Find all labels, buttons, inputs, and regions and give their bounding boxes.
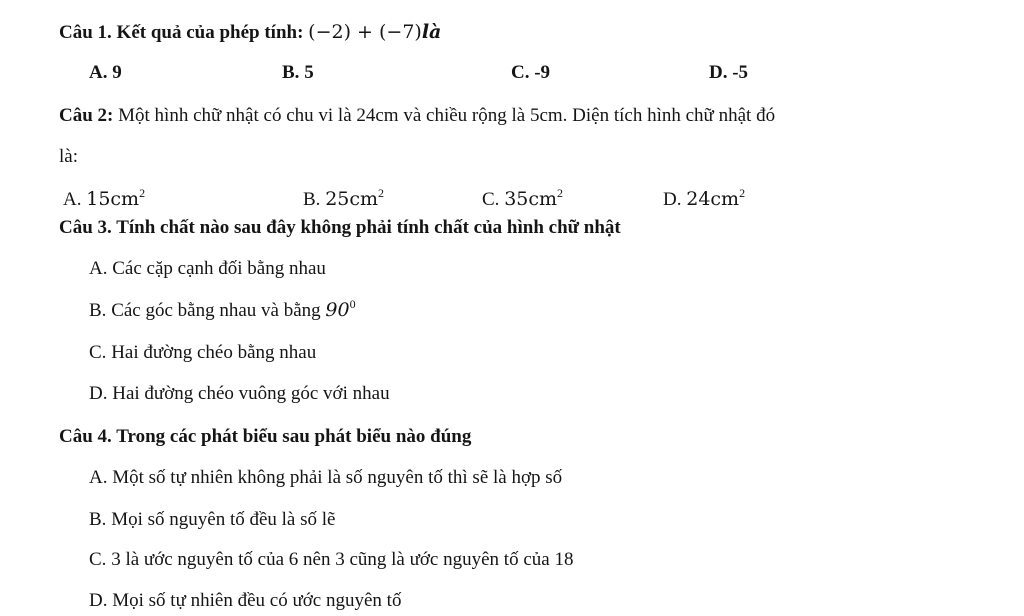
question-1-option-b: B. 5 [282, 62, 314, 83]
question-2-option-c: C. $35cm^2$ [482, 186, 564, 210]
question-3-option-d: D. Hai đường chéo vuông góc với nhau [89, 383, 390, 404]
question-1-suffix: là [421, 21, 442, 43]
question-3-option-b: B. Các góc bằng nhau và bằng $90^0$ [89, 297, 356, 321]
question-2-option-b: B. $25cm^2$ [303, 186, 385, 210]
question-2-stem-line-1 [59, 106, 775, 125]
question-4-option-b: B. Mọi số nguyên tố đều là số lẽ [89, 509, 336, 530]
question-3-label: Câu 3. [59, 217, 112, 238]
question-4-stem [59, 427, 471, 446]
question-1-option-d: D. -5 [709, 62, 749, 83]
question-1-expression: (−2) + (−7) [308, 21, 422, 43]
question-4-option-d: D. Mọi số tự nhiên đều có ước nguyên tố [89, 590, 402, 611]
question-3-text: Tính chất nào sau đây không phải tính chất của hình chữ nhật [116, 217, 621, 238]
question-2-text-line-1: Một hình chữ nhật có chu vi là 24cm và chiều rộng là 5cm. Diện tích hình chữ nhật đó [118, 105, 776, 126]
question-1-label: Câu 1. [59, 22, 112, 43]
question-3-option-a: A. Các cặp cạnh đối bằng nhau [89, 258, 326, 279]
question-1-stem [59, 23, 441, 42]
question-3-option-c: C. Hai đường chéo bằng nhau [89, 342, 317, 363]
question-1-option-c: C. -9 [511, 62, 551, 83]
question-2-stem-line-2: là: [59, 146, 78, 167]
question-2-label: Câu 2: [59, 105, 114, 126]
question-1-option-a: A. 9 [89, 62, 122, 83]
question-4-option-a: A. Một số tự nhiên không phải là số nguyên tố thì sẽ là hợp số [89, 467, 563, 488]
question-1-text: Kết quả của phép tính: [116, 22, 304, 43]
question-4-option-c: C. 3 là ước nguyên tố của 6 nên 3 cũng là ước nguyên tố của 18 [89, 549, 574, 570]
question-2-option-d: D. $24cm^2$ [663, 186, 746, 210]
question-4-text: Trong các phát biểu sau phát biểu nào đúng [116, 426, 472, 447]
question-3-stem [59, 218, 621, 237]
question-2-option-a: A. $15cm^2$ [63, 186, 146, 210]
question-4-label: Câu 4. [59, 426, 112, 447]
